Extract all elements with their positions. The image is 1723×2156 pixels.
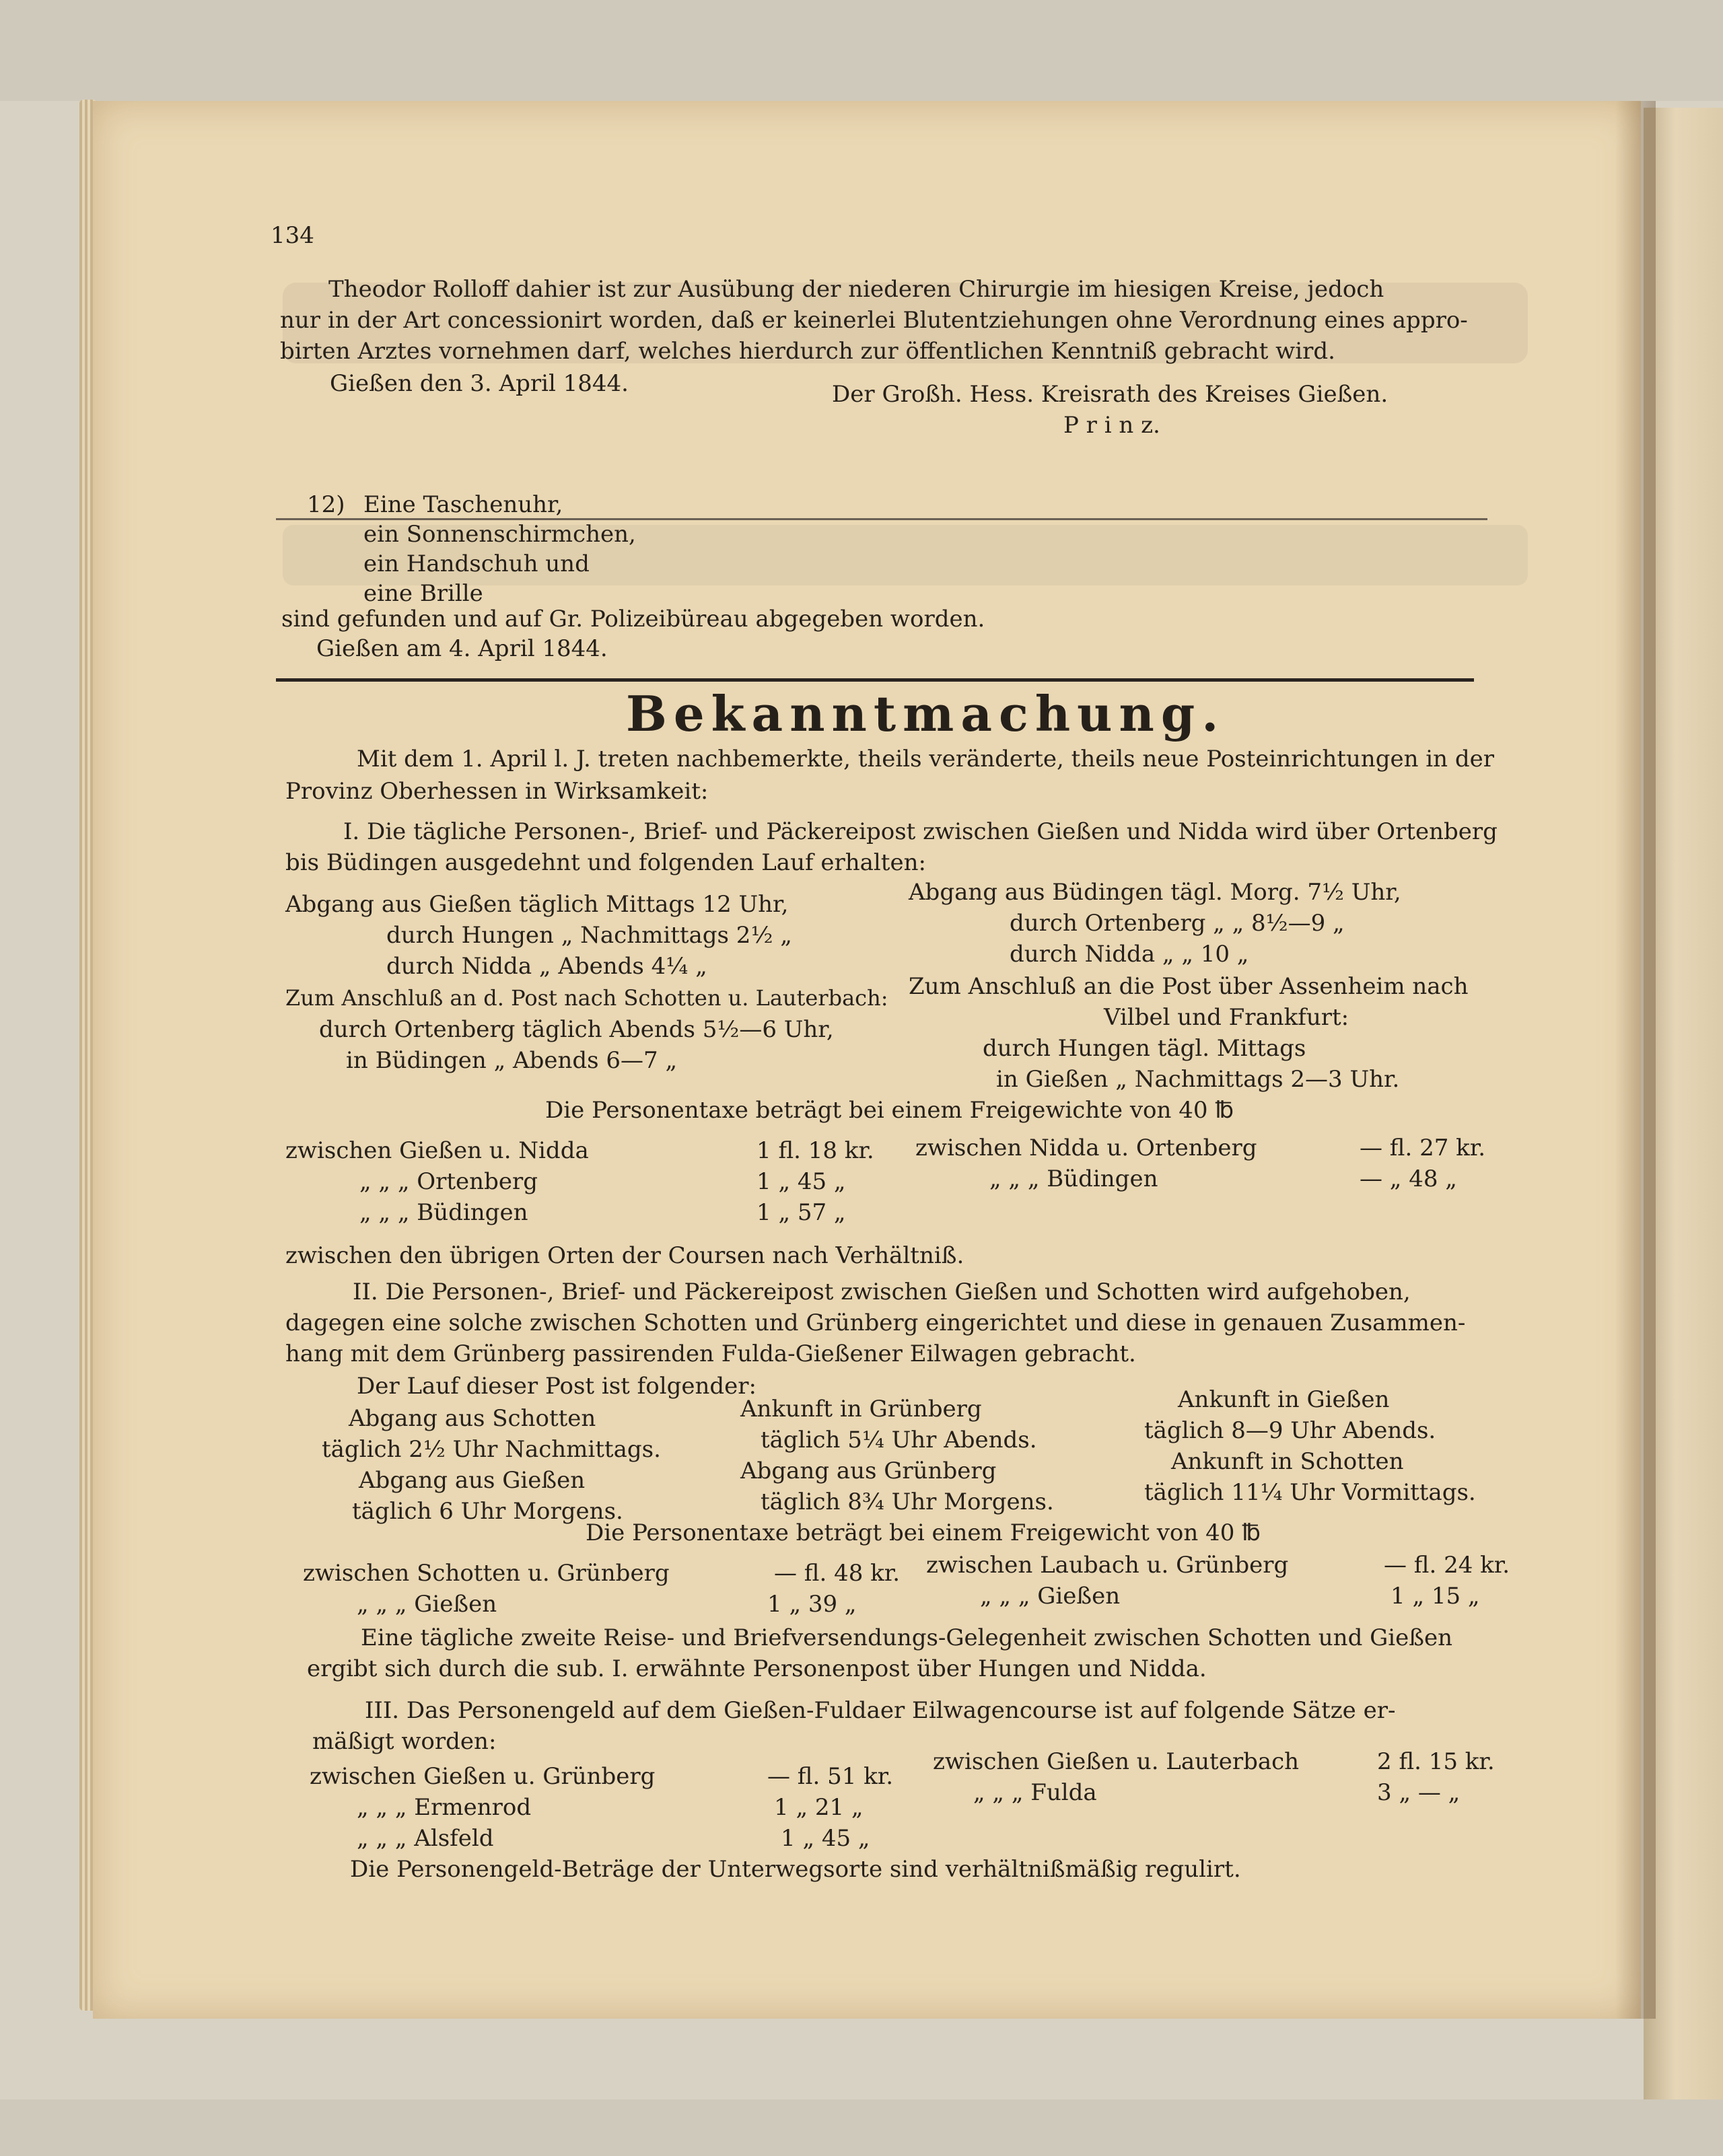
gutter-shadow [1615, 101, 1656, 2019]
section1-fare-intro: Die Personentaxe beträgt bei einem Freigewichte von 40 ℔ [545, 1097, 1234, 1124]
s2-c2-3: Abgang aus Grünberg [740, 1458, 997, 1484]
section2-line-3: hang mit dem Grünberg passirenden Fulda-Gießener Eilwagen gebracht. [285, 1340, 1136, 1367]
section1-line-1: I. Die tägliche Personen-, Brief- und Päckereipost zwischen Gießen und Nidda wird über Ortenberg [343, 818, 1498, 845]
notice2-top-rule [276, 518, 1487, 520]
notice2-number: 12) [307, 491, 345, 518]
intro-line-1: Mit dem 1. April l. J. treten nachbemerkte, theils veränderte, theils neue Posteinrichtungen in der [357, 746, 1495, 772]
s1-left-2: durch Hungen „ Nachmittags 2½ „ [386, 922, 792, 949]
s1-left-1: Abgang aus Gießen täglich Mittags 12 Uhr, [285, 891, 789, 918]
s1-right-5: Vilbel und Frankfurt: [1104, 1004, 1349, 1031]
intro-line-2: Provinz Oberhessen in Wirksamkeit: [285, 778, 709, 805]
s1-right-1: Abgang aus Büdingen tägl. Morg. 7½ Uhr, [909, 879, 1401, 906]
s1-fare-right-route-1: zwischen Nidda u. Ortenberg [915, 1135, 1257, 1161]
s3-fare-left-route-3: „ „ „ Alsfeld [357, 1825, 494, 1852]
page-number: 134 [271, 222, 314, 249]
separator-rule [276, 678, 1474, 682]
s3-fare-left-route-2: „ „ „ Ermenrod [357, 1794, 532, 1821]
s2-c1-2: täglich 2½ Uhr Nachmittags. [322, 1436, 661, 1463]
s1-left-3: durch Nidda „ Abends 4¼ „ [386, 953, 707, 980]
section3-closing: Die Personengeld-Beträge der Unterwegsorte sind verhältnißmäßig regulirt. [350, 1856, 1241, 1883]
section1-fare-note: zwischen den übrigen Orten der Coursen nach Verhältniß. [285, 1242, 964, 1269]
s1-fare-left-price-2: 1 „ 45 „ [757, 1168, 846, 1195]
section2-fare-intro: Die Personentaxe beträgt bei einem Freigewicht von 40 ℔ [586, 1519, 1261, 1546]
s2-fare-right-price-2: 1 „ 15 „ [1391, 1583, 1480, 1610]
s2-fare-left-route-2: „ „ „ Gießen [357, 1591, 497, 1618]
s1-fare-right-price-2: — „ 48 „ [1360, 1165, 1457, 1192]
s1-fare-right-price-1: — fl. 27 kr. [1360, 1135, 1486, 1161]
s2-fare-right-price-1: — fl. 24 kr. [1384, 1552, 1510, 1579]
section2-line-1: II. Die Personen-, Brief- und Päckereipost zwischen Gießen und Schotten wird aufgehoben, [353, 1279, 1411, 1305]
section1-line-2: bis Büdingen ausgedehnt und folgenden Lauf erhalten: [285, 849, 926, 876]
section2-line-2: dagegen eine solche zwischen Schotten und Grünberg eingerichtet und diese in genauen Zusammen- [285, 1309, 1466, 1336]
notice2-item-2: ein Sonnenschirmchen, [363, 521, 636, 548]
s1-left-5: durch Ortenberg täglich Abends 5½—6 Uhr, [319, 1016, 834, 1043]
s3-fare-right-price-2: 3 „ — „ [1377, 1779, 1461, 1806]
s1-right-3: durch Nidda „ „ 10 „ [1010, 941, 1249, 968]
notice2-item-4: eine Brille [363, 580, 483, 607]
s1-right-6: durch Hungen tägl. Mittags [983, 1035, 1306, 1062]
s2-fare-left-price-2: 1 „ 39 „ [767, 1591, 857, 1618]
s2-c2-1: Ankunft in Grünberg [740, 1396, 982, 1423]
s3-fare-right-route-2: „ „ „ Fulda [973, 1779, 1097, 1806]
s1-left-6: in Büdingen „ Abends 6—7 „ [346, 1047, 678, 1074]
section2-extra-1: Eine tägliche zweite Reise- und Briefversendungs-Gelegenheit zwischen Schotten und Gießen [361, 1624, 1453, 1651]
s2-fare-right-route-2: „ „ „ Gießen [980, 1583, 1121, 1610]
s2-c1-1: Abgang aus Schotten [349, 1405, 596, 1432]
scan-backdrop-bottom [0, 2099, 1723, 2156]
s1-right-4: Zum Anschluß an die Post über Assenheim nach [909, 973, 1469, 1000]
s2-fare-left-price-1: — fl. 48 kr. [774, 1560, 901, 1587]
notice2-date: Gießen am 4. April 1844. [316, 635, 608, 662]
s2-c1-4: täglich 6 Uhr Morgens. [352, 1498, 623, 1525]
announcement-heading: Bekanntmachung. [626, 685, 1226, 742]
section2-extra-2: ergibt sich durch die sub. I. erwähnte Personenpost über Hungen und Nidda. [307, 1655, 1207, 1682]
section3-line-1: III. Das Personengeld auf dem Gießen-Fuldaer Eilwagencourse ist auf folgende Sätze er- [365, 1697, 1396, 1724]
s1-fare-left-route-3: „ „ „ Büdingen [359, 1199, 528, 1226]
s3-fare-left-price-2: 1 „ 21 „ [774, 1794, 864, 1821]
scan-backdrop-top [0, 0, 1723, 101]
section3-line-2: mäßigt worden: [312, 1728, 497, 1755]
s1-left-4: Zum Anschluß an d. Post nach Schotten u. Lauterbach: [285, 985, 888, 1011]
s3-fare-left-route-1: zwischen Gießen u. Grünberg [310, 1763, 656, 1790]
s3-fare-right-route-1: zwischen Gießen u. Lauterbach [933, 1748, 1300, 1775]
notice1-line-1: Theodor Rolloff dahier ist zur Ausübung der niederen Chirurgie im hiesigen Kreise, jedoch [328, 276, 1384, 303]
s2-c1-3: Abgang aus Gießen [359, 1467, 586, 1494]
notice1-signature: P r i n z. [1063, 412, 1160, 439]
s2-c2-4: täglich 8¾ Uhr Morgens. [761, 1488, 1054, 1515]
s2-c3-4: täglich 11¼ Uhr Vormittags. [1144, 1479, 1476, 1506]
s2-fare-left-route-1: zwischen Schotten u. Grünberg [303, 1560, 670, 1587]
s1-fare-left-price-1: 1 fl. 18 kr. [757, 1137, 874, 1164]
s2-c3-3: Ankunft in Schotten [1171, 1448, 1404, 1475]
notice1-line-3: birten Arztes vornehmen darf, welches hierdurch zur öffentlichen Kenntniß gebracht wird. [280, 338, 1335, 365]
s2-c2-2: täglich 5¼ Uhr Abends. [761, 1427, 1037, 1453]
s3-fare-left-price-3: 1 „ 45 „ [781, 1825, 870, 1852]
s1-right-2: durch Ortenberg „ „ 8½—9 „ [1010, 910, 1345, 937]
notice1-date: Gießen den 3. April 1844. [330, 370, 629, 397]
section2-course-intro: Der Lauf dieser Post ist folgender: [357, 1373, 757, 1400]
s3-fare-right-price-1: 2 fl. 15 kr. [1377, 1748, 1495, 1775]
notice2-item-3: ein Handschuh und [363, 550, 590, 577]
s1-fare-left-price-3: 1 „ 57 „ [757, 1199, 846, 1226]
s1-fare-left-route-2: „ „ „ Ortenberg [359, 1168, 538, 1195]
s3-fare-left-price-1: — fl. 51 kr. [767, 1763, 894, 1790]
notice2-line: sind gefunden und auf Gr. Polizeibüreau abgegeben worden. [281, 606, 985, 633]
s1-fare-right-route-2: „ „ „ Büdingen [989, 1165, 1158, 1192]
s2-c3-1: Ankunft in Gießen [1178, 1386, 1390, 1413]
notice1-line-2: nur in der Art concessionirt worden, daß er keinerlei Blutentziehungen ohne Verordnung eines appro- [280, 307, 1468, 334]
s1-right-7: in Gießen „ Nachmittags 2—3 Uhr. [996, 1066, 1400, 1093]
s2-c3-2: täglich 8—9 Uhr Abends. [1144, 1417, 1436, 1444]
notice1-authority: Der Großh. Hess. Kreisrath des Kreises Gießen. [832, 381, 1388, 408]
notice2-item-1: Eine Taschenuhr, [363, 491, 563, 518]
s1-fare-left-route-1: zwischen Gießen u. Nidda [285, 1137, 589, 1164]
s2-fare-right-route-1: zwischen Laubach u. Grünberg [926, 1552, 1289, 1579]
